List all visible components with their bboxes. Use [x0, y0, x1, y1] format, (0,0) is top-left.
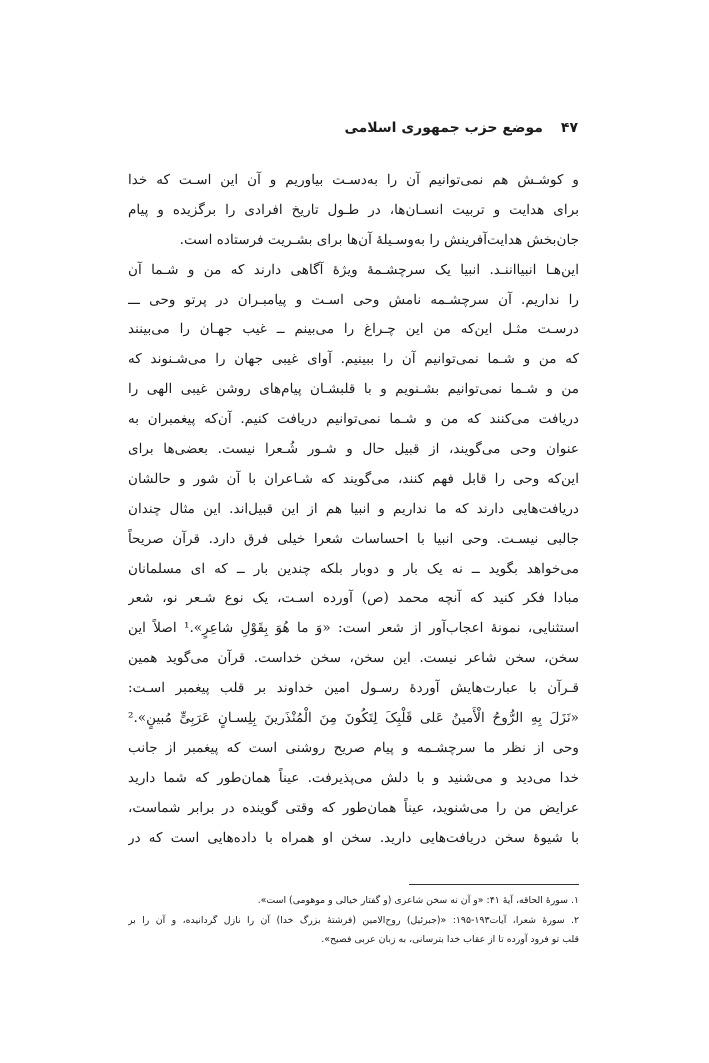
page-number: ۴۷	[560, 120, 578, 136]
body-text	[128, 166, 579, 853]
text-line: مبادا فکر کنید که آنچه محمد (ص) آورده اسـت، یک نوع شـعر نو، شعر	[128, 590, 579, 607]
text-line: که من و شـما نمی‌توانیم آن را ببینیم. آوای غیبی جهان را می‌شـنوند که	[128, 351, 579, 368]
text-line: خدا می‌دید و می‌شنید و با دلش می‌پذیرفت. عیناً همان‌طور که شما دارید	[128, 769, 579, 786]
text-line: عنوان وحی می‌گویند، از قبیل حال و شـور شُـعرا نیست. بعضی‌ها برای	[128, 441, 579, 458]
text-line: جالبی نیسـت. وحی انبیا با احساسات شعرا خیلی فرق دارد. قرآن صریحاً	[128, 530, 579, 547]
chapter-title: موضع حزب جمهوری اسلامی	[344, 120, 543, 136]
text-line: استثنایی، نمونهٔ اعجاب‌آور از شعر است: «وَ ما هُوَ بِقَوْلِ شاعِرٍ».¹ اصلاً این	[128, 620, 579, 637]
text-line: دریافت‌هایی دارند که ما نداریم و انبیا هم از این قبیل‌اند. این مثال چندان	[128, 500, 579, 517]
text-line: می‌خواهد بگوید ــ نه یک بار و دوبار بلکه چندین بار ــ که ای مسلمانان	[128, 560, 579, 577]
text-line: درسـت مثـل این‌که من این چـراغ را می‌بینم ــ غیب جهـان را می‌بینند	[128, 321, 579, 338]
text-line: با شیوهٔ سخن دریافت‌هایی دارید. سخن او همراه با داده‌هایی است که در	[128, 829, 579, 846]
text-line: دریافت می‌کنند که من و شـما نمی‌توانیم دریافت کنیم. آن‌که پیغمبران به	[128, 411, 579, 428]
text-line: عرایض من را می‌شنوید، عیناً همان‌طور که وقتی گوینده در برابر شماست،	[128, 799, 579, 816]
text-line: سخن، سخن شاعر نیست. این سخن، سخن خداست. قرآن می‌گوید همین	[128, 650, 579, 667]
footnote-separator	[409, 884, 579, 885]
running-header	[128, 120, 578, 136]
footnote-2: ۲. سورهٔ شعرا، آیات۱۹۳-۱۹۵: «(جبرئیل) روح‌الامین (فرشتهٔ بزرگ خدا) آن را نازل گردانیده، و آن را بر	[128, 914, 579, 926]
text-line: جان‌بخش هدایت‌آفرینش را به‌وسـیلهٔ آن‌ها برای بشـریت فرستاده است.	[179, 231, 579, 248]
text-line: قـرآن با عبارت‌هایش آوردهٔ رسـول امین خداوند بر قلب پیغمبر اسـت:	[128, 680, 579, 697]
text-line: برای هدایت و تربیت انسـان‌ها، در طـول تاریخ افرادی را برگزیده و پیام	[128, 201, 579, 218]
text-line: را نداریم. آن سرچشـمه نامش وحی اسـت و پیامبـران در پرتو وحی ـــ	[128, 291, 579, 308]
footnote-2-continued: قلب تو فرود آورده تا از عقاب خدا بترسانی، به زبان عربی فصیح».	[321, 934, 579, 945]
quran-verse-line: «نَزَلَ بِهِ الرُّوحُ الْأَمینُ عَلى قَلْبِکَ لِتَکُونَ مِنَ الْمُنْذَرینَ بِلِسـانٍ عَرَبِیٍّ مُبینٍ».²	[128, 710, 579, 727]
text-line: این‌که وحی را قابل فهم کنند، می‌گویند که شـاعران با آن شور و حالشان	[128, 470, 579, 487]
text-line: وحی از نظر ما سرچشـمه و پیام صریح روشنی است که پیغمبر از جانب	[128, 739, 579, 756]
footnotes	[128, 891, 579, 950]
text-line: این‌هـا انبیااننـد. انبیا یک سرچشـمهٔ ویژهٔ آگاهی دارند که من و شـما آن	[128, 261, 579, 278]
text-line: و کوشـش هم نمی‌توانیم آن را به‌دسـت بیاوریم و آن این اسـت که خدا	[128, 172, 579, 188]
footnote-1: ۱. سورهٔ الحاقه، آیهٔ ۴۱: «و آن نه سخن شاعری (و گفتار خیالی و موهومی) است».	[257, 895, 579, 906]
text-line: من و شـما نمی‌توانیم بشـنویم و با قلبشـان پیام‌های روشن غیبی الهی را	[128, 381, 579, 398]
